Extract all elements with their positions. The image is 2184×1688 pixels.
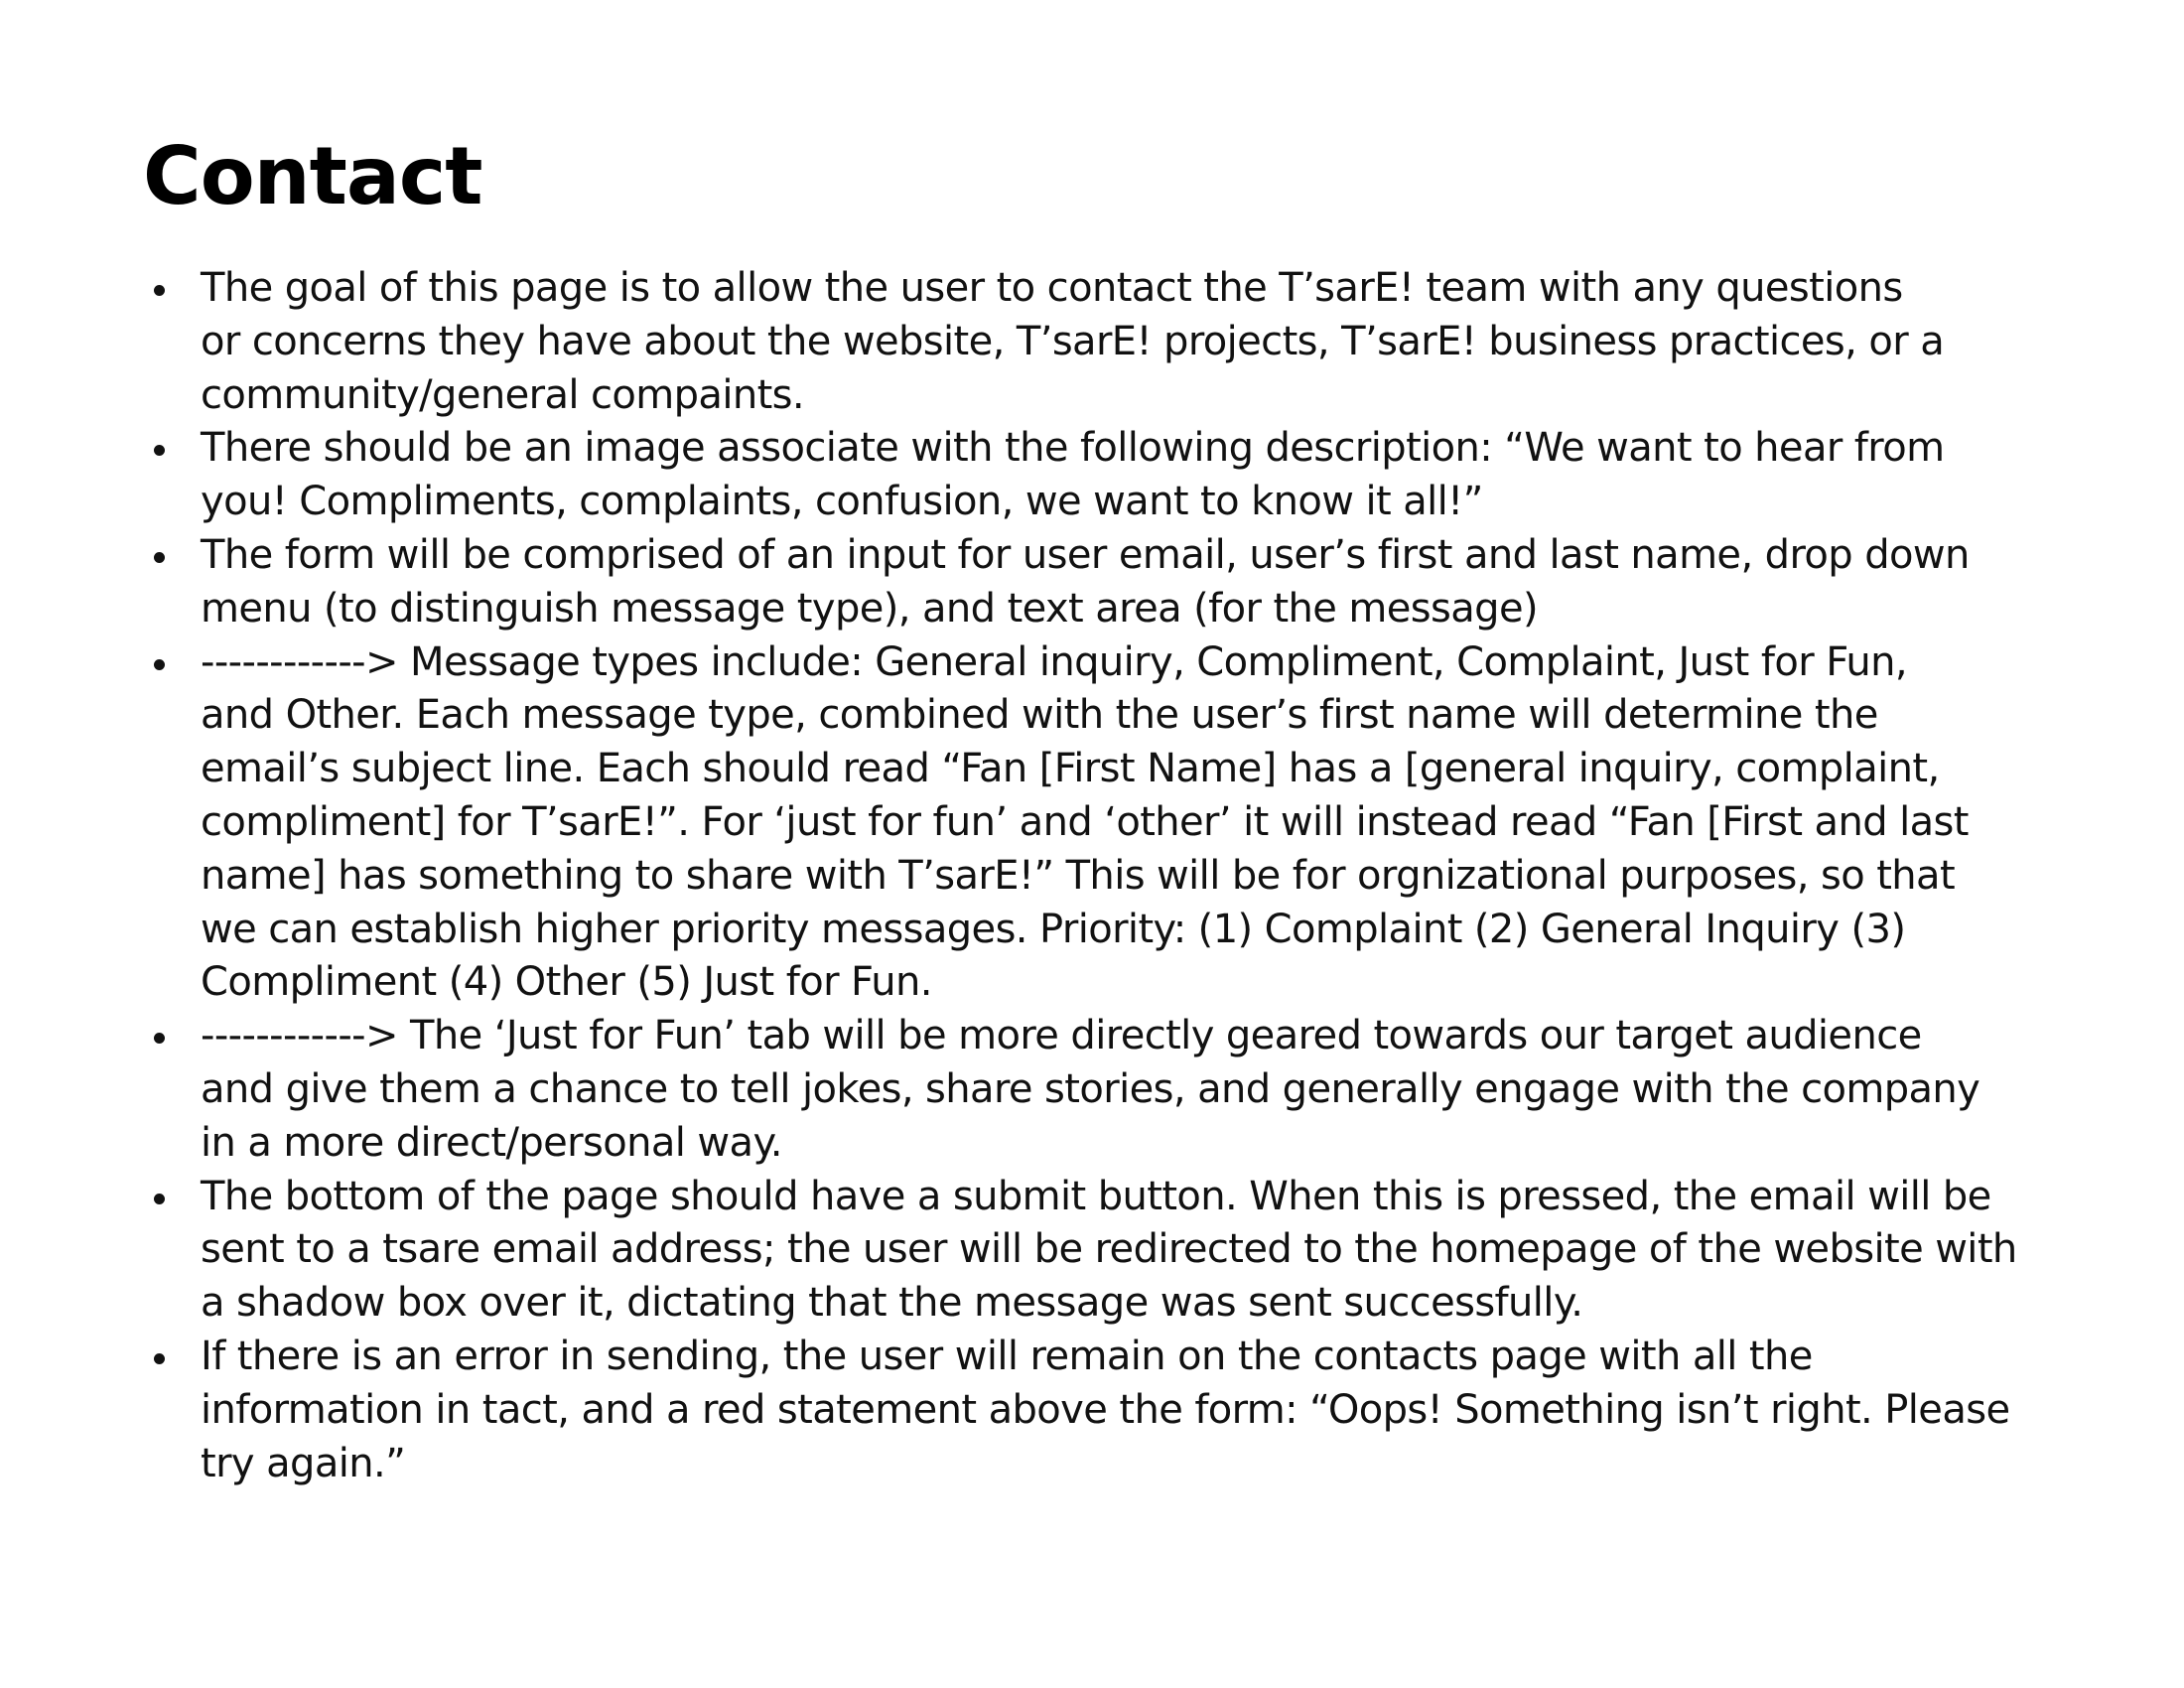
bullet-item-error-handling xyxy=(149,1331,2095,1490)
bullet-text: ------------> The ‘Just for Fun’ tab will be more directly geared towards our target audience and give them a chance to tell jokes, share stories, and generally engage with the company in a more direct/personal way. xyxy=(201,1013,1980,1166)
bullet-text: If there is an error in sending, the user will remain on the contacts page with all the information in tact, and a red statement above the form: “Oops! Something isn’t right. Please try again.” xyxy=(201,1333,2010,1486)
bullet-dot-icon xyxy=(154,445,165,456)
bullet-dot-icon xyxy=(154,552,165,563)
bullet-text: There should be an image associate with the following description: “We want to hear from you! Compliments, complaints, confusion, we want to know it all!” xyxy=(201,425,1945,525)
bullet-text: The form will be comprised of an input for user email, user’s first and last name, drop down menu (to distinguish message type), and text area (for the message) xyxy=(201,531,1970,632)
bullet-dot-icon xyxy=(154,1033,165,1044)
bullet-item-message-types xyxy=(149,636,2095,1011)
bullet-text: The goal of this page is to allow the user to contact the T’sarE! team with any questions or concerns they have about the website, T’sarE! projects, T’sarE! business practices, or a community/general compaints. xyxy=(201,265,1945,418)
bullet-list xyxy=(149,262,2095,1490)
bullet-dot-icon xyxy=(154,285,165,296)
bullet-item-just-for-fun xyxy=(149,1010,2095,1170)
bullet-item-form-fields xyxy=(149,529,2095,636)
bullet-item-page-goal xyxy=(149,262,2095,422)
page-title: Contact xyxy=(143,130,482,222)
bullet-dot-icon xyxy=(154,1194,165,1204)
bullet-text: ------------> Message types include: General inquiry, Compliment, Complaint, Just for Fun, and Other. Each message type, combined with the user’s first name will determine the email’s subject line. Each should read “Fan [First Name] has a [general inquiry, complaint, compliment] for T’sarE!”. For ‘just for fun’ and ‘other’ it will instead read “Fan [First and last name] has something to share with T’sarE!” This will be for orgnizational purposes, so that we can establish higher priority messages. Priority: (1) Complaint (2) General Inquiry (3) Compliment (4) Other (5) Just for Fun. xyxy=(201,638,1969,1006)
bullet-dot-icon xyxy=(154,659,165,670)
bullet-dot-icon xyxy=(154,1353,165,1364)
bullet-text: The bottom of the page should have a submit button. When this is pressed, the email will be sent to a tsare email address; the user will be redirected to the homepage of the website with a shadow box over it, dictating that the message was sent successfully. xyxy=(201,1173,2017,1327)
bullet-item-submit-button xyxy=(149,1171,2095,1331)
bullet-item-image-description xyxy=(149,422,2095,529)
